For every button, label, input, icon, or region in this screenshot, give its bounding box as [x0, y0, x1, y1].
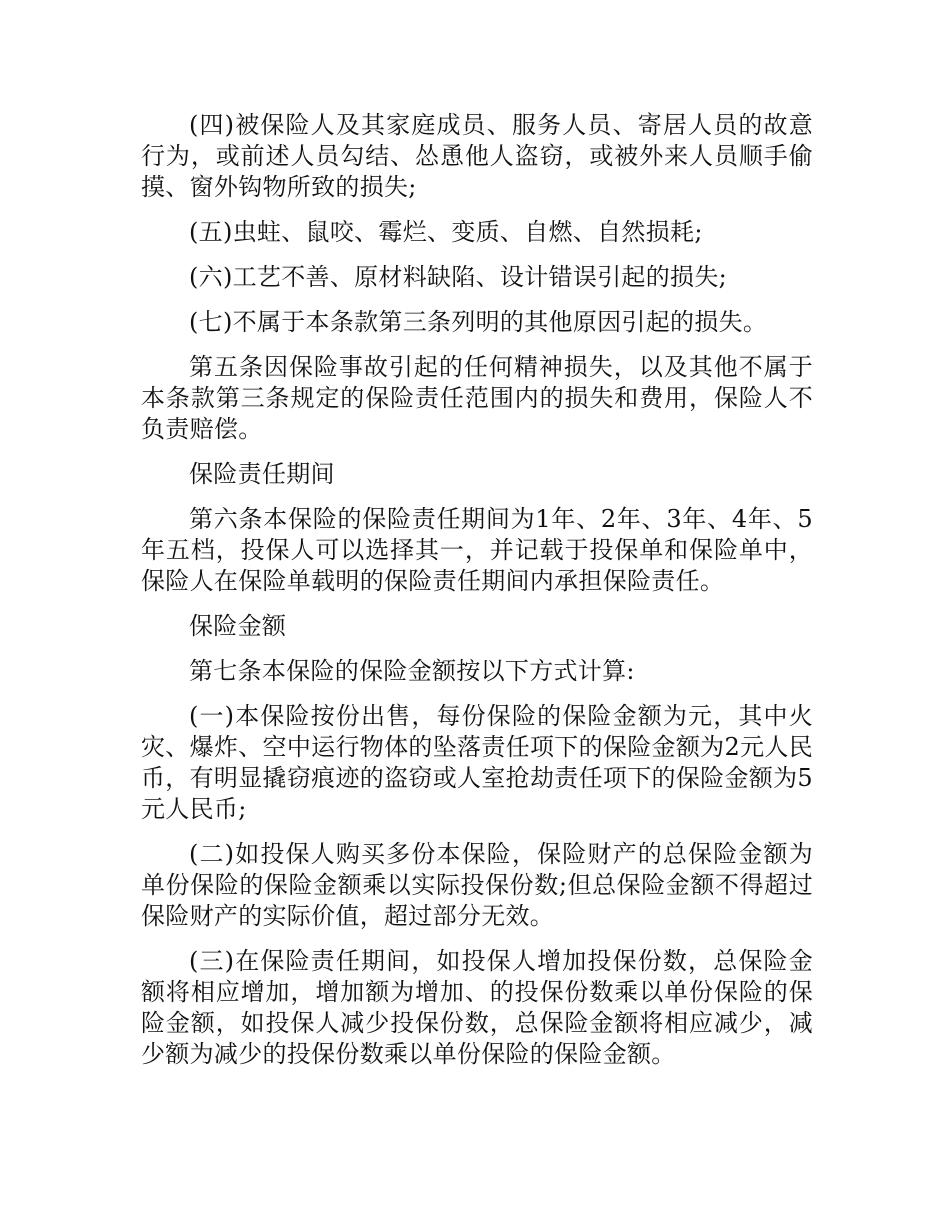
paragraph-clause-7: 第七条本保险的保险金额按以下方式计算:: [189, 657, 635, 685]
paragraph-clause-4-item-6: (六)工艺不善、原材料缺陷、设计错误引起的损失;: [189, 263, 728, 291]
paragraph-clause-7-item-2: (二)如投保人购买多份本保险，保险财产的总保险金额为单份保险的保险金额乘以实际投保份数;但总保险金额不得超过保险财产的实际价值，超过部分无效。: [141, 840, 813, 930]
paragraph-clause-7-item-1: (一)本保险按份出售，每份保险的保险金额为元，其中火灾、爆炸、空中运行物体的坠落责任项下的保险金额为2元人民币，有明显撬窃痕迹的盗窃或人室抢劫责任项下的保险金额为5元人民币;: [141, 702, 813, 823]
section-heading-insured-amount: 保险金额: [189, 612, 287, 640]
paragraph-clause-6: 第六条本保险的保险责任期间为1年、2年、3年、4年、5年五档，投保人可以选择其一，并记载于投保单和保险单中，保险人在保险单载明的保险责任期间内承担保险责任。: [141, 505, 813, 595]
document-body: [141, 110, 813, 1084]
paragraph-clause-4-item-4: (四)被保险人及其家庭成员、服务人员、寄居人员的故意行为，或前述人员勾结、怂恿他人盗窃，或被外来人员顺手偷摸、窗外钩物所致的损失;: [141, 111, 813, 201]
paragraph-clause-7-item-3: (三)在保险责任期间，如投保人增加投保份数，总保险金额将相应增加，增加额为增加、的投保份数乘以单份保险的保险金额，如投保人减少投保份数，总保险金额将相应减少，减少额为减少的投保份数乘以单份保险的保险金额。: [141, 947, 813, 1068]
section-heading-liability-period: 保险责任期间: [189, 460, 335, 488]
paragraph-clause-4-item-7: (七)不属于本条款第三条列明的其他原因引起的损失。: [189, 308, 768, 336]
paragraph-clause-5: 第五条因保险事故引起的任何精神损失，以及其他不属于本条款第三条规定的保险责任范围内的损失和费用，保险人不负责赔偿。: [141, 353, 813, 443]
paragraph-clause-4-item-5: (五)虫蛀、鼠咬、霉烂、变质、自燃、自然损耗;: [189, 218, 703, 246]
